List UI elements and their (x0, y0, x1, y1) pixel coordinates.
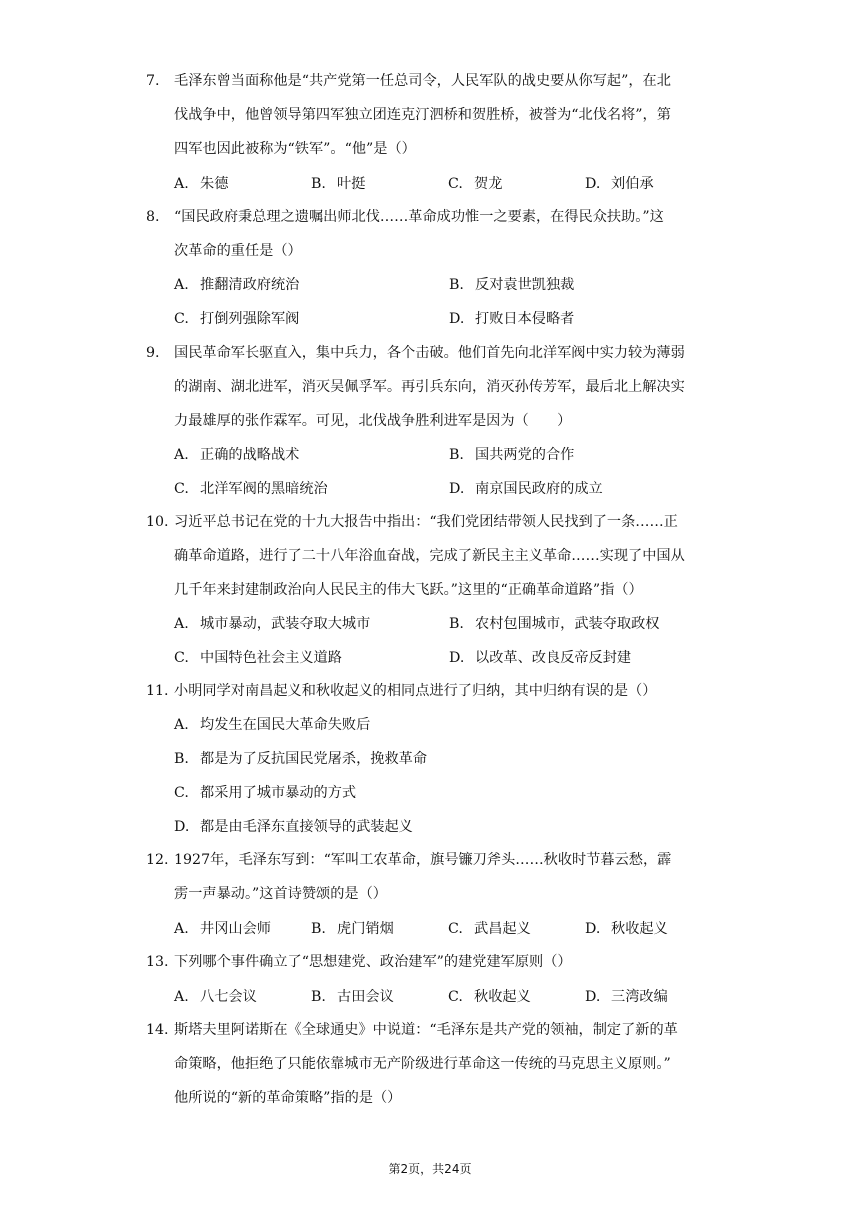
question-stem (174, 200, 726, 268)
question-stem (174, 64, 726, 166)
option-c[interactable]: C. 都采用了城市暴动的方式 (174, 785, 357, 801)
option-a[interactable]: A. 朱德 (174, 176, 229, 192)
question-13 (146, 945, 726, 1013)
stem-line: 斯塔夫里阿诺斯在《全球通史》中说道：“毛泽东是共产党的领袖，制定了新的革 (174, 1022, 678, 1038)
stem-line: 确革命道路，进行了二十八年浴血奋战，完成了新民主主义革命……实现了中国从 (174, 548, 685, 564)
question-stem (174, 336, 726, 438)
option-c[interactable]: C. 武昌起义 (448, 921, 531, 937)
option-c[interactable]: C. 打倒列强除军阀 (174, 311, 300, 327)
question-number: 12. (146, 852, 169, 868)
question-number: 8. (146, 209, 160, 225)
question-7 (146, 64, 726, 200)
question-number: 14. (146, 1022, 169, 1038)
stem-line: 伐战争中，他曾领导第四军独立团连克汀泗桥和贺胜桥，被誉为“北伐名将”，第 (174, 107, 671, 123)
option-d[interactable]: D. 都是由毛泽东直接领导的武装起义 (174, 819, 413, 835)
option-c[interactable]: C. 北洋军阀的黑暗统治 (174, 481, 328, 497)
stem-line: 次革命的重任是（） (174, 243, 302, 259)
stem-line: 小明同学对南昌起义和秋收起义的相同点进行了归纳，其中归纳有误的是（） (174, 683, 657, 699)
option-d[interactable]: D. 秋收起义 (585, 921, 668, 937)
question-14 (146, 1013, 726, 1115)
option-b[interactable]: B. 都是为了反抗国民党屠杀，挽救革命 (174, 751, 428, 767)
option-b[interactable]: B. 反对袁世凯独裁 (449, 277, 575, 293)
option-d[interactable]: D. 以改革、改良反帝反封建 (449, 650, 632, 666)
stem-line: “国民政府秉总理之遗嘱出师北伐……革命成功惟一之要素，在得民众扶助。”这 (174, 209, 664, 225)
option-a[interactable]: A. 均发生在国民大革命失败后 (174, 717, 371, 733)
question-stem (174, 843, 726, 911)
option-c[interactable]: C. 贺龙 (448, 176, 503, 192)
stem-line: 下列哪个事件确立了“思想建党、政治建军”的建党建军原则（） (174, 954, 572, 970)
question-12 (146, 843, 726, 945)
option-c[interactable]: C. 中国特色社会主义道路 (174, 650, 342, 666)
option-d[interactable]: D. 南京国民政府的成立 (449, 481, 603, 497)
stem-line: 雳一声暴动。”这首诗赞颂的是（） (174, 886, 387, 902)
question-stem (174, 945, 726, 979)
question-stem (174, 505, 726, 607)
stem-line: 毛泽东曾当面称他是“共产党第一任总司令，人民军队的战史要从你写起”，在北 (174, 73, 671, 89)
stem-line: 力最雄厚的张作霖军。可见，北伐战争胜利进军是因为（ ） (174, 413, 572, 429)
question-number: 9. (146, 345, 160, 361)
stem-line: 习近平总书记在党的十九大报告中指出：“我们党团结带领人民找到了一条……正 (174, 514, 678, 530)
question-stem (174, 674, 726, 708)
stem-line: 命策略，他拒绝了只能依靠城市无产阶级进行革命这一传统的马克思主义原则。” (174, 1056, 671, 1072)
option-d[interactable]: D. 三湾改编 (585, 989, 668, 1005)
option-d[interactable]: D. 刘伯承 (585, 176, 654, 192)
option-b[interactable]: B. 国共两党的合作 (449, 447, 575, 463)
option-a[interactable]: A. 正确的战略战术 (174, 447, 300, 463)
question-9 (146, 336, 726, 506)
question-number: 13. (146, 954, 169, 970)
options (174, 911, 726, 945)
options (174, 607, 726, 675)
question-number: 11. (146, 683, 169, 699)
option-a[interactable]: A. 推翻清政府统治 (174, 277, 300, 293)
option-a[interactable]: A. 城市暴动，武装夺取大城市 (174, 616, 371, 632)
option-a[interactable]: A. 井冈山会师 (174, 921, 271, 937)
option-d[interactable]: D. 打败日本侵略者 (449, 311, 575, 327)
option-c[interactable]: C. 秋收起义 (448, 989, 531, 1005)
question-number: 7. (146, 73, 160, 89)
option-a[interactable]: A. 八七会议 (174, 989, 257, 1005)
option-b[interactable]: B. 虎门销烟 (311, 921, 394, 937)
stem-line: 国民革命军长驱直入，集中兵力，各个击破。他们首先向北洋军阀中实力较为薄弱 (174, 345, 685, 361)
question-11 (146, 674, 726, 844)
stem-line: 四军也因此被称为“铁军”。“他”是（） (174, 141, 416, 157)
question-stem (174, 1013, 726, 1115)
options (174, 438, 726, 506)
stem-line: 他所说的“新的革命策略”指的是（） (174, 1090, 402, 1106)
question-10 (146, 505, 726, 675)
option-b[interactable]: B. 农村包围城市，武装夺取政权 (449, 616, 660, 632)
question-number: 10. (146, 514, 169, 530)
question-8 (146, 200, 726, 336)
page-footer: 第2页，共24页 (388, 1162, 472, 1176)
options (174, 268, 726, 336)
options (174, 708, 726, 844)
option-b[interactable]: B. 叶挺 (311, 176, 366, 192)
stem-line: 的湖南、湖北进军，消灭吴佩孚军。再引兵东向，消灭孙传芳军，最后北上解决实 (174, 379, 685, 395)
stem-line: 几千年来封建制政治向人民民主的伟大飞跃。”这里的“正确革命道路”指（） (174, 582, 643, 598)
options (174, 979, 726, 1013)
option-b[interactable]: B. 古田会议 (311, 989, 394, 1005)
stem-line: 1927年，毛泽东写到：“军叫工农革命，旗号镰刀斧头……秋收时节暮云愁，霹 (174, 852, 672, 868)
options (174, 166, 726, 200)
